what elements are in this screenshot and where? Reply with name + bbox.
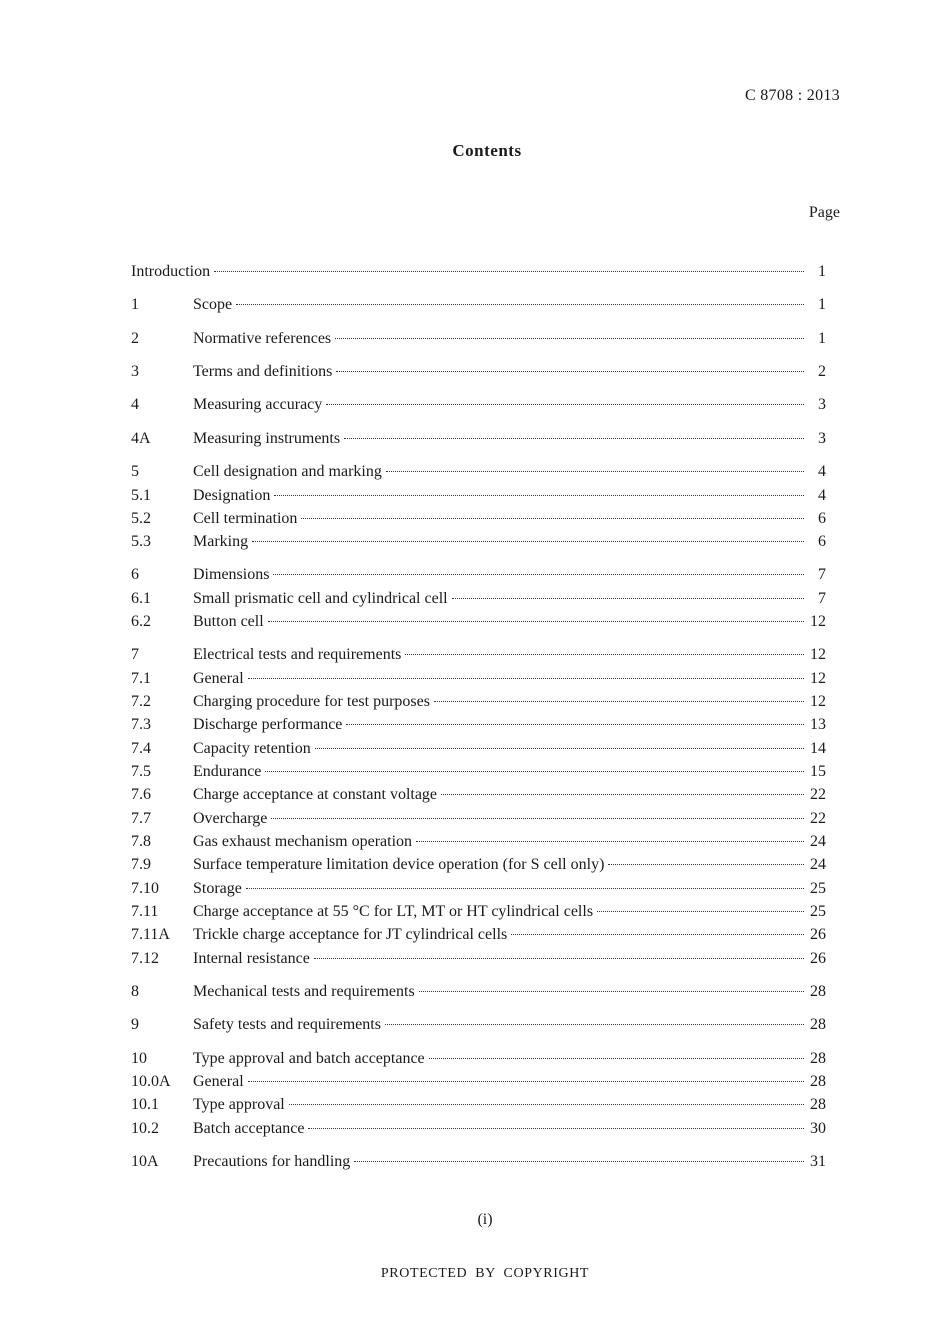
toc-entry bbox=[131, 833, 826, 855]
toc-entry-title: Storage bbox=[193, 880, 242, 897]
toc-entry-title: Designation bbox=[193, 487, 271, 504]
toc-entry-title: Charge acceptance at 55 °C for LT, MT or HT cylindrical cells bbox=[193, 903, 594, 920]
toc-entry-page: 6 bbox=[818, 510, 826, 527]
page-number: (i) bbox=[477, 1211, 493, 1228]
toc-entry-page: 28 bbox=[810, 1073, 826, 1090]
toc-dot-leader bbox=[597, 911, 804, 912]
toc-entry bbox=[131, 533, 826, 555]
toc-entry-number: 10.0A bbox=[131, 1073, 171, 1090]
toc-entry-page: 12 bbox=[810, 613, 826, 630]
toc-entry-title: Charge acceptance at constant voltage bbox=[193, 786, 438, 803]
toc-entry-number: 5.3 bbox=[131, 533, 151, 550]
toc-entry bbox=[131, 487, 826, 509]
toc-entry-title: Measuring accuracy bbox=[193, 396, 323, 413]
toc-entry-title: Measuring instruments bbox=[193, 430, 341, 447]
toc-entry-number: 10 bbox=[131, 1050, 147, 1067]
toc-entry-page: 22 bbox=[810, 786, 826, 803]
toc-entry-number: 7.1 bbox=[131, 670, 151, 687]
toc-dot-leader bbox=[236, 304, 804, 305]
toc-entry bbox=[131, 786, 826, 808]
toc-entry-page: 28 bbox=[810, 983, 826, 1000]
toc-entry-number: 6.1 bbox=[131, 590, 151, 607]
toc-entry-page: 31 bbox=[810, 1153, 826, 1170]
toc-entry-title: Endurance bbox=[193, 763, 262, 780]
toc-dot-leader bbox=[344, 438, 804, 439]
toc-entry-title: Type approval and batch acceptance bbox=[193, 1050, 425, 1067]
toc-entry bbox=[131, 983, 826, 1005]
toc-entry-number: 9 bbox=[131, 1016, 139, 1033]
toc-dot-leader bbox=[214, 271, 804, 272]
toc-entry-title: Button cell bbox=[193, 613, 264, 630]
toc-entry-title: Internal resistance bbox=[193, 950, 310, 967]
toc-entry-page: 26 bbox=[810, 926, 826, 943]
toc-dot-leader bbox=[248, 678, 804, 679]
toc-dot-leader bbox=[385, 1024, 804, 1025]
toc-entry-title: Scope bbox=[193, 296, 233, 313]
toc-dot-leader bbox=[273, 574, 804, 575]
toc-entry-number: 7.6 bbox=[131, 786, 151, 803]
toc-entry-number: 10.1 bbox=[131, 1096, 159, 1113]
toc-entry-page: 25 bbox=[810, 880, 826, 897]
toc-entry bbox=[131, 1073, 826, 1095]
toc-entry-page: 7 bbox=[818, 566, 826, 583]
toc-entry bbox=[131, 926, 826, 948]
toc-entry-number: 7.8 bbox=[131, 833, 151, 850]
toc-dot-leader bbox=[511, 934, 804, 935]
toc-entry-title: Marking bbox=[193, 533, 249, 550]
toc-entry bbox=[131, 693, 826, 715]
toc-dot-leader bbox=[246, 888, 804, 889]
toc-entry bbox=[131, 903, 826, 925]
toc-entry-title: Small prismatic cell and cylindrical cell bbox=[193, 590, 448, 607]
page-column-label: Page bbox=[808, 204, 840, 221]
toc-dot-leader bbox=[608, 864, 804, 865]
toc-dot-leader bbox=[274, 495, 804, 496]
toc-entry-number: 3 bbox=[131, 363, 139, 380]
document-code: C 8708 : 2013 bbox=[744, 87, 840, 104]
toc-dot-leader bbox=[419, 991, 804, 992]
toc-entry-number: 8 bbox=[131, 983, 139, 1000]
toc-entry-page: 12 bbox=[810, 646, 826, 663]
copyright-notice: PROTECTED BY COPYRIGHT bbox=[380, 1266, 590, 1281]
toc-entry-page: 24 bbox=[810, 856, 826, 873]
toc-dot-leader bbox=[429, 1058, 804, 1059]
toc-entry bbox=[131, 810, 826, 832]
toc-entry-title: General bbox=[193, 670, 244, 687]
toc-entry-number: 7.9 bbox=[131, 856, 151, 873]
toc-entry-number: 7.11 bbox=[131, 903, 159, 920]
toc-entry-title: Terms and definitions bbox=[193, 363, 333, 380]
toc-entry-title: Surface temperature limitation device operation (for S cell only) bbox=[193, 856, 605, 873]
toc-entry bbox=[131, 613, 826, 635]
toc-entry-number: 4 bbox=[131, 396, 139, 413]
toc-dot-leader bbox=[354, 1161, 804, 1162]
toc-entry-number: 10A bbox=[131, 1153, 159, 1170]
toc-dot-leader bbox=[289, 1104, 804, 1105]
toc-entry-title: Overcharge bbox=[193, 810, 268, 827]
toc-entry-number: 6.2 bbox=[131, 613, 151, 630]
toc-dot-leader bbox=[268, 621, 804, 622]
toc-entry-number: 7.2 bbox=[131, 693, 151, 710]
toc-dot-leader bbox=[336, 371, 804, 372]
toc-dot-leader bbox=[434, 701, 804, 702]
toc-dot-leader bbox=[314, 958, 804, 959]
toc-entry-title: Electrical tests and requirements bbox=[193, 646, 402, 663]
toc-entry-title: Precautions for handling bbox=[193, 1153, 351, 1170]
toc-entry-page: 1 bbox=[818, 330, 826, 347]
toc-entry-page: 12 bbox=[810, 670, 826, 687]
toc-entry-number: 5 bbox=[131, 463, 139, 480]
toc-entry bbox=[131, 363, 826, 385]
contents-heading: Contents bbox=[452, 141, 522, 160]
toc-entry-number: 7.4 bbox=[131, 740, 151, 757]
toc-dot-leader bbox=[271, 818, 804, 819]
toc-entry-page: 4 bbox=[818, 487, 826, 504]
toc-entry bbox=[131, 566, 826, 588]
toc-entry bbox=[131, 670, 826, 692]
toc-entry-page: 12 bbox=[810, 693, 826, 710]
toc-entry bbox=[131, 463, 826, 485]
toc-entry-page: 15 bbox=[810, 763, 826, 780]
toc-entry bbox=[131, 950, 826, 972]
toc-entry bbox=[131, 856, 826, 878]
toc-entry-title: Cell termination bbox=[193, 510, 298, 527]
toc-entry bbox=[131, 296, 826, 318]
toc-dot-leader bbox=[326, 404, 804, 405]
toc-entry-number: 6 bbox=[131, 566, 139, 583]
toc-dot-leader bbox=[416, 841, 804, 842]
toc-dot-leader bbox=[301, 518, 804, 519]
toc-entry-title: General bbox=[193, 1073, 244, 1090]
toc-dot-leader bbox=[265, 771, 804, 772]
toc-dot-leader bbox=[452, 598, 804, 599]
toc-entry-number: 7.3 bbox=[131, 716, 151, 733]
toc-dot-leader bbox=[315, 748, 804, 749]
toc-entry-title: Normative references bbox=[193, 330, 332, 347]
toc-entry bbox=[131, 763, 826, 785]
toc-entry-page: 13 bbox=[810, 716, 826, 733]
toc-entry-page: 2 bbox=[818, 363, 826, 380]
toc-entry bbox=[131, 1153, 826, 1175]
toc-entry-title: Discharge performance bbox=[193, 716, 343, 733]
toc-entry-title: Trickle charge acceptance for JT cylindrical cells bbox=[193, 926, 508, 943]
toc-entry-page: 28 bbox=[810, 1096, 826, 1113]
toc-entry-title: Capacity retention bbox=[193, 740, 311, 757]
toc-entry-page: 4 bbox=[818, 463, 826, 480]
toc-entry-title: Gas exhaust mechanism operation bbox=[193, 833, 413, 850]
toc-dot-leader bbox=[308, 1128, 804, 1129]
toc-entry-page: 24 bbox=[810, 833, 826, 850]
toc-entry-number: 7.10 bbox=[131, 880, 159, 897]
toc-entry-page: 7 bbox=[818, 590, 826, 607]
toc-dot-leader bbox=[386, 471, 804, 472]
toc-entry bbox=[131, 716, 826, 738]
toc-dot-leader bbox=[252, 541, 804, 542]
toc-entry bbox=[131, 646, 826, 668]
toc-entry-number: 7.5 bbox=[131, 763, 151, 780]
toc-entry-number: 7.12 bbox=[131, 950, 159, 967]
toc-entry bbox=[131, 880, 826, 902]
toc-entry-page: 30 bbox=[810, 1120, 826, 1137]
toc-entry-title: Charging procedure for test purposes bbox=[193, 693, 430, 710]
toc-entry-number: 7 bbox=[131, 646, 139, 663]
toc-entry-page: 3 bbox=[818, 396, 826, 413]
toc-entry-title: Introduction bbox=[131, 263, 211, 280]
toc-entry-page: 14 bbox=[810, 740, 826, 757]
toc-dot-leader bbox=[248, 1081, 804, 1082]
toc-entry-page: 25 bbox=[810, 903, 826, 920]
toc-entry bbox=[131, 1016, 826, 1038]
toc-entry bbox=[131, 1050, 826, 1072]
toc-entry-title: Dimensions bbox=[193, 566, 270, 583]
toc-entry bbox=[131, 590, 826, 612]
toc-entry-number: 4A bbox=[131, 430, 151, 447]
toc-entry-page: 26 bbox=[810, 950, 826, 967]
toc-entry-number: 1 bbox=[131, 296, 139, 313]
toc-entry-number: 5.1 bbox=[131, 487, 151, 504]
toc-entry-number: 5.2 bbox=[131, 510, 151, 527]
toc-entry bbox=[131, 510, 826, 532]
toc-entry-page: 1 bbox=[818, 296, 826, 313]
toc-entry-page: 6 bbox=[818, 533, 826, 550]
toc-entry-page: 1 bbox=[818, 263, 826, 280]
toc-entry-title: Mechanical tests and requirements bbox=[193, 983, 415, 1000]
toc-dot-leader bbox=[441, 794, 804, 795]
toc-entry-title: Safety tests and requirements bbox=[193, 1016, 381, 1033]
toc-entry-number: 7.7 bbox=[131, 810, 151, 827]
toc-entry-title: Cell designation and marking bbox=[193, 463, 382, 480]
toc-dot-leader bbox=[335, 338, 804, 339]
toc-dot-leader bbox=[346, 724, 804, 725]
toc-entry bbox=[131, 430, 826, 452]
toc-entry bbox=[131, 396, 826, 418]
toc-entry-page: 3 bbox=[818, 430, 826, 447]
toc-entry-page: 22 bbox=[810, 810, 826, 827]
toc-entry bbox=[131, 263, 826, 285]
toc-dot-leader bbox=[405, 654, 804, 655]
toc-entry bbox=[131, 1096, 826, 1118]
toc-entry bbox=[131, 740, 826, 762]
toc-entry bbox=[131, 330, 826, 352]
toc-entry bbox=[131, 1120, 826, 1142]
toc-entry-page: 28 bbox=[810, 1050, 826, 1067]
toc-entry-number: 10.2 bbox=[131, 1120, 159, 1137]
toc-entry-number: 2 bbox=[131, 330, 139, 347]
toc-entry-page: 28 bbox=[810, 1016, 826, 1033]
toc-entry-title: Batch acceptance bbox=[193, 1120, 305, 1137]
toc-entry-title: Type approval bbox=[193, 1096, 285, 1113]
toc-entry-number: 7.11A bbox=[131, 926, 170, 943]
